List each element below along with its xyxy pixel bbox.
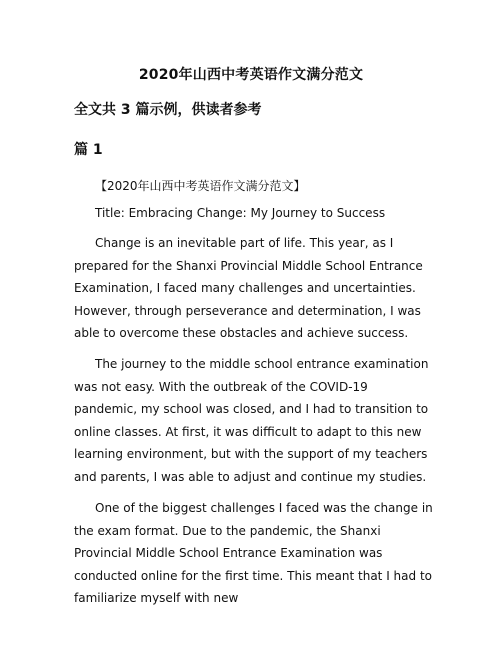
part-heading: 篇 1 (74, 142, 103, 158)
essay-title: Title: Embracing Change: My Journey to Success (95, 206, 386, 220)
paragraph-1: Change is an inevitable part of life. This year, as I prepared for the Shanxi Provincial Middle School Entrance Examination, I faced many challenges and uncertainties. However, through perseverance and determination, I was able to overcome these obstacles and achieve success. (74, 236, 423, 340)
paragraph-3: One of the biggest challenges I faced was the change in the exam format. Due to the pandemic, the Shanxi Provincial Middle School Entrance Examination was conducted online for the first time. This meant that I had to familiarize myself with new (74, 501, 433, 605)
document-intro: 全文共 3 篇示例，供读者参考 (74, 102, 262, 118)
source-line: 【2020年山西中考英语作文满分范文】 (95, 179, 306, 193)
paragraph-2: The journey to the middle school entrance examination was not easy. With the outbreak of the COVID-19 pandemic, my school was closed, and I had to transition to online classes. At first, it was difficult to adapt to this new learning environment, but with the support of my teachers and parents, I was able to adjust and continue my studies. (74, 357, 429, 484)
document-title: 2020年山西中考英语作文满分范文 (138, 67, 364, 83)
